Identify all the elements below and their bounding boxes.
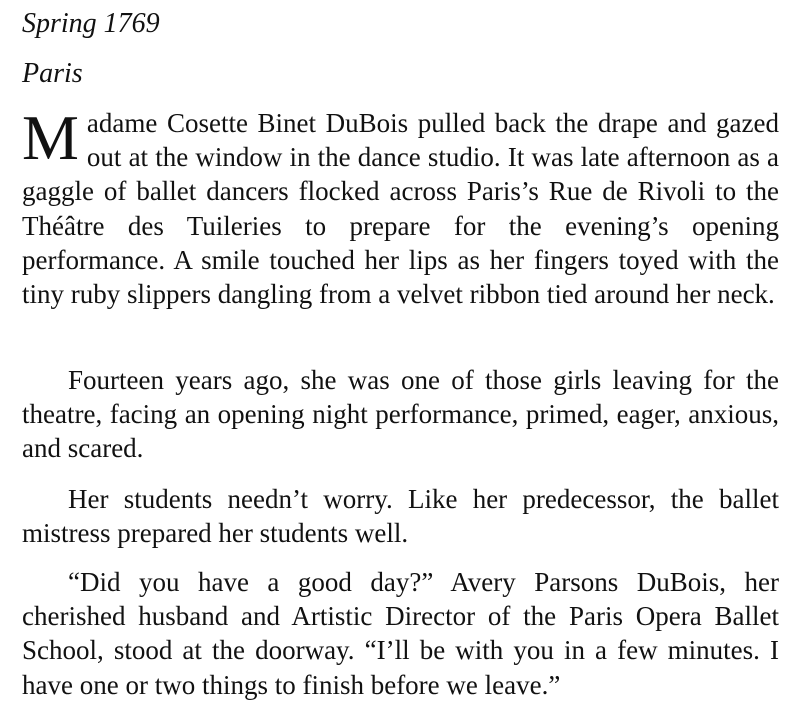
- chapter-place: Paris: [22, 58, 83, 89]
- paragraph-opening: [22, 102, 779, 311]
- paragraph-fourteen-years: Fourteen years ago, she was one of those girls leaving for the theatre, facing an opening night performance, primed, eager, anxious, and scared.: [22, 365, 779, 464]
- drop-cap-letter: M: [22, 102, 79, 173]
- paragraph-dialogue: “Did you have a good day?” Avery Parsons DuBois, her cherished husband and Artistic Director of the Paris Opera Ballet School, stood at the doorway. “I’ll be with you in a few minutes. I have one or two things to finish before we leave.”: [22, 567, 779, 700]
- paragraph-opening-text: adame Cosette Binet DuBois pulled back the drape and gazed out at the window in the dance studio. It was late afternoon as a gaggle of ballet dancers flocked across Paris’s Rue de Rivoli to the Théâtre des Tuileries to prepare for the evening’s opening performance. A smile touched her lips as her fingers toyed with the tiny ruby slippers dangling from a velvet ribbon tied around her neck.: [22, 108, 779, 310]
- chapter-date: Spring 1769: [22, 8, 160, 39]
- paragraph-students: Her students needn’t worry. Like her predecessor, the ballet mistress prepared her students well.: [22, 484, 779, 549]
